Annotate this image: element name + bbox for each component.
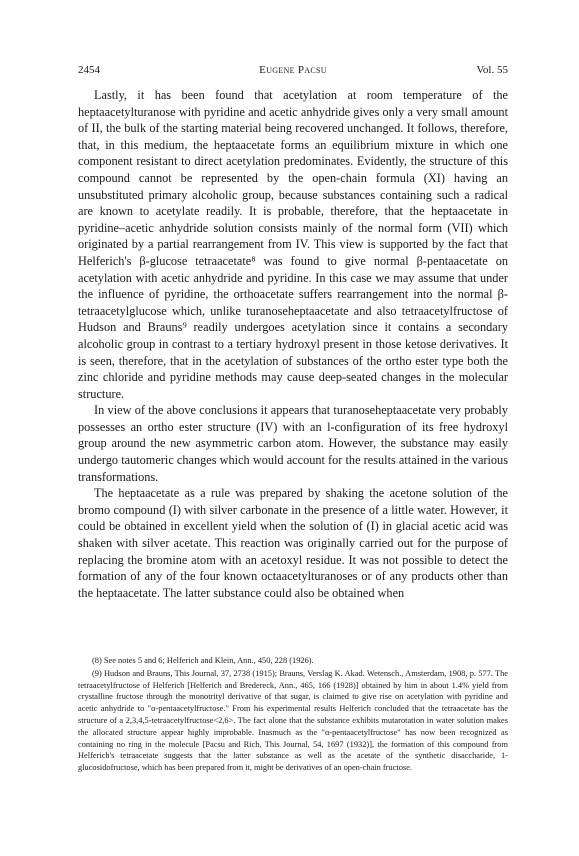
volume-label: Vol. 55	[476, 64, 508, 76]
main-text	[78, 87, 508, 601]
paragraph-3: The heptaacetate as a rule was prepared by shaking the acetone solution of the bromo compound (I) with silver carbonate in the presence of a little water. However, it could be obtained in excellent yield when the solution of (I) in glacial acetic acid was shaken with silver acetate. This reaction was originally carried out for the purpose of replacing the bromine atom with an acetoxyl residue. It was not possible to detect the formation of any of the four known octaacetylturanoses or of any products other than the heptaacetate. The latter substance could also be obtained when	[78, 486, 508, 600]
page-number: 2454	[78, 64, 100, 76]
running-header	[78, 64, 508, 80]
paragraph-2: In view of the above conclusions it appears that turanoseheptaacetate very probably possesses an ortho ester structure (IV) with an l-configuration of its free hydroxyl group around the new asymmetric carbon atom. However, the substance may easily undergo tautomeric changes which would account for the results attained in the various transformations.	[78, 403, 508, 484]
running-author: Eugene Pacsu	[259, 64, 327, 76]
footnote-8: (8) See notes 5 and 6; Helferich and Klein, Ann., 450, 228 (1926).	[92, 656, 314, 665]
paragraph-1: Lastly, it has been found that acetylation at room temperature of the heptaacetylturanose with pyridine and acetic anhydride gives only a very small amount of II, the bulk of the starting material being recovered unchanged. It follows, therefore, that, in this medium, the heptaacetate forms an equilibrium mixture in which one component resistant to direct acetylation predominates. Evidently, the structure of this compound cannot be represented by the open-chain formula (XI) having an unsubstituted primary alcoholic group, because substances containing such a radical are known to acetylate readily. It is probable, therefore, that the heptaacetate in pyridine–acetic anhydride solution consists mainly of the normal form (VII) which originated by a partial rearrangement from IV. This view is supported by the fact that Helferich's β-glucose tetraacetate⁸ was found to give normal β-pentaacetate on acetylation with acetic anhydride and pyridine. In this case we may assume that under the influence of pyridine, the orthoacetate suffers rearrangement into the normal β-tetraacetylglucose which, unlike turanoseheptaacetate and also tetraacetylfructose of Hudson and Brauns⁹ readily undergoes acetylation since it contains a secondary alcoholic group in contrast to a tertiary hydroxyl present in those ketose derivatives. It is seen, therefore, that in the acetylation of substances of the ortho ester type both the zinc chloride and pyridine methods may cause deep-seated changes in the molecular structure.	[78, 88, 508, 401]
footnote-9: (9) Hudson and Brauns, This Journal, 37, 2738 (1915); Brauns, Verslag K. Akad. Wetensch., Amsterdam, 1908, p. 577. The tetraacetylfructose of Helferich [Helferich and Bredereck, Ann., 465, 166 (1928)] obtained by him in about 1.4% yield from crystalline fructose through the monotrityl derivative of that sugar, is claimed to give rise on acetylation with pyridine and acetic anhydride to "α-pentaacetylfructose." From his experimental results Helferich concluded that the tetraacetate has the structure of a 2,3,4,5-tetraacetylfructose<2,6>. The fact alone that the substance exhibits mutarotation in water solution makes the allocated structure appear highly improbable. Inasmuch as the "α-pentaacetylfructose" has now been recognized as containing no ring in the molecule [Pacsu and Rich, This Journal, 54, 1697 (1932)], the formation of this compound from Helferich's tetraacetate suggests that the latter substance as well as the acetate of the synthetic disaccharide, 1-glucosidofructose, which has been prepared from it, might be derivatives of an open-chain fructose.	[78, 668, 508, 773]
footnotes	[78, 655, 508, 774]
